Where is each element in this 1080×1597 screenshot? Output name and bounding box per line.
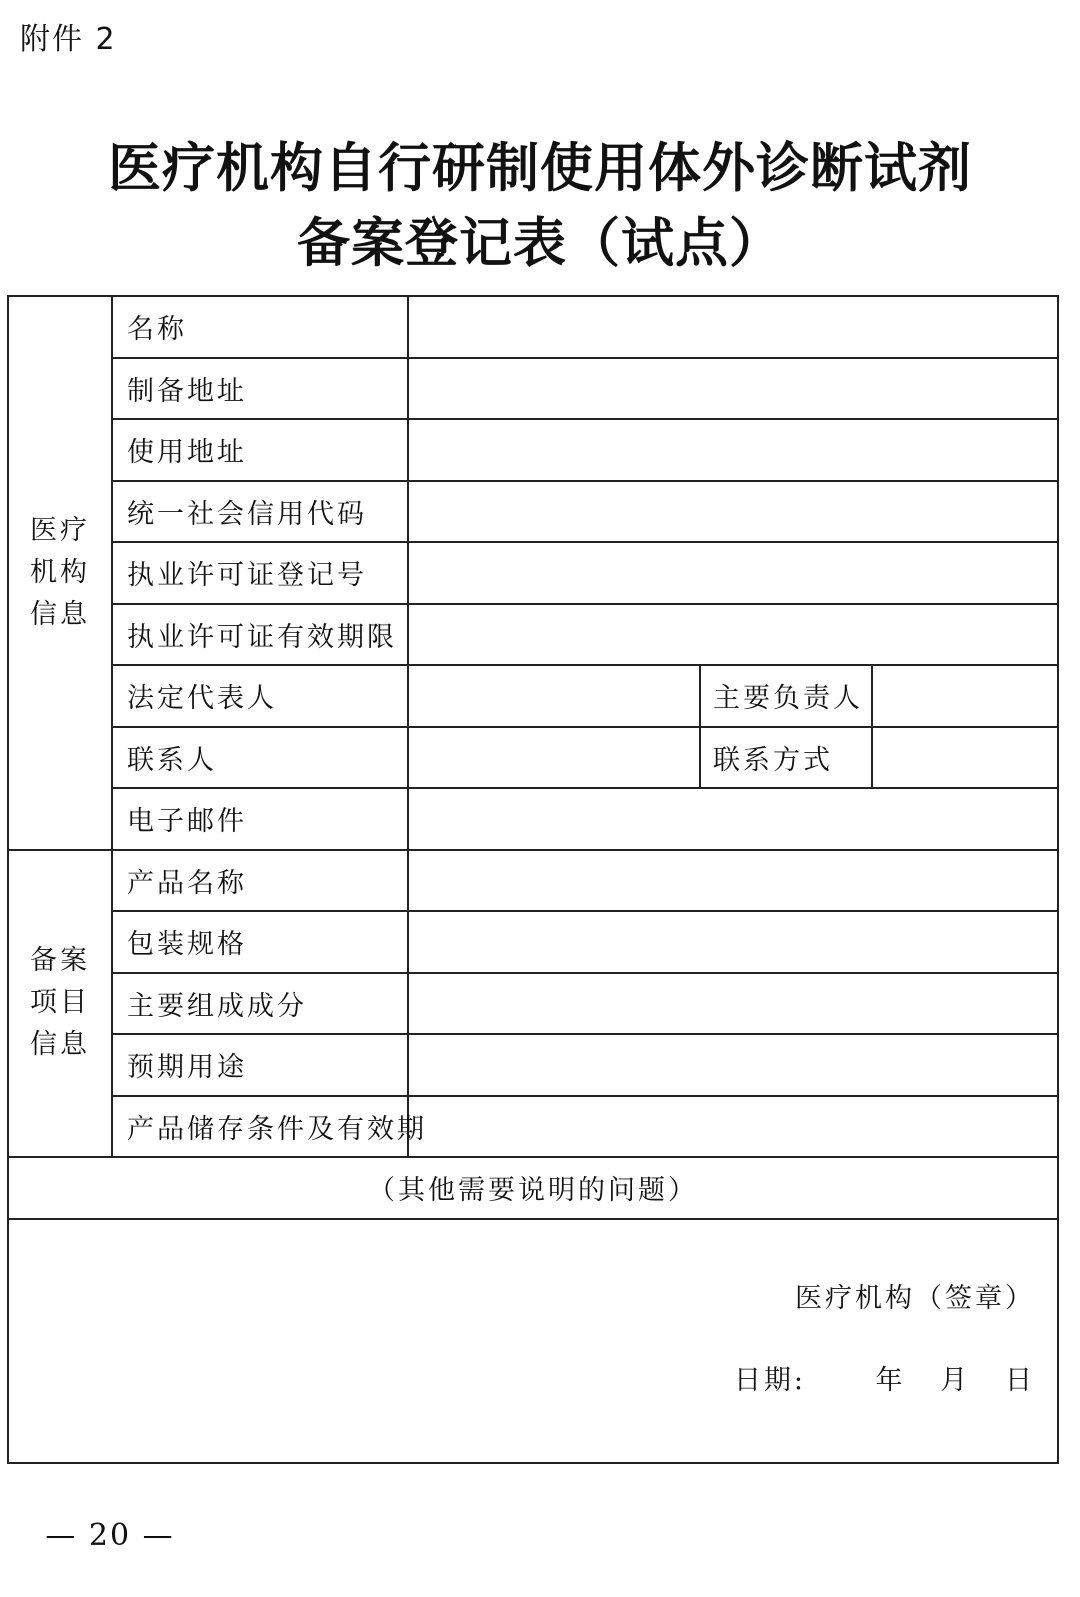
field-prep-address[interactable] bbox=[408, 358, 1058, 420]
label-intended-use: 预期用途 bbox=[112, 1034, 408, 1096]
label-principal: 主要负责人 bbox=[700, 665, 872, 727]
section-institution-heading: 医疗 机构 信息 bbox=[8, 296, 112, 850]
field-contact-person[interactable] bbox=[408, 727, 700, 789]
field-product-name[interactable] bbox=[408, 850, 1058, 912]
field-license-no[interactable] bbox=[408, 542, 1058, 604]
field-other-issues[interactable] bbox=[8, 1219, 1058, 1463]
label-legal-rep: 法定代表人 bbox=[112, 665, 408, 727]
row-legal-rep bbox=[8, 665, 1058, 727]
label-use-address: 使用地址 bbox=[112, 419, 408, 481]
field-email[interactable] bbox=[408, 788, 1058, 850]
other-issues-label: （其他需要说明的问题） bbox=[8, 1157, 1058, 1219]
field-package-spec[interactable] bbox=[408, 911, 1058, 973]
page-number: — 20 — bbox=[45, 1518, 175, 1553]
field-contact-method[interactable] bbox=[872, 727, 1058, 789]
attachment-label: 附件 2 bbox=[20, 22, 117, 57]
row-name bbox=[8, 296, 1058, 358]
label-contact-method: 联系方式 bbox=[700, 727, 872, 789]
label-contact-person: 联系人 bbox=[112, 727, 408, 789]
date-line: 日期: 年 月 日 bbox=[733, 1364, 1036, 1396]
row-credit-code bbox=[8, 481, 1058, 543]
label-product-name: 产品名称 bbox=[112, 850, 408, 912]
label-credit-code: 统一社会信用代码 bbox=[112, 481, 408, 543]
row-components bbox=[8, 973, 1058, 1035]
row-other-issues-body bbox=[8, 1219, 1058, 1463]
row-package-spec bbox=[8, 911, 1058, 973]
label-license-validity: 执业许可证有效期限 bbox=[112, 604, 408, 666]
field-license-validity[interactable] bbox=[408, 604, 1058, 666]
field-use-address[interactable] bbox=[408, 419, 1058, 481]
row-prep-address bbox=[8, 358, 1058, 420]
field-name[interactable] bbox=[408, 296, 1058, 358]
row-storage-validity bbox=[8, 1096, 1058, 1158]
row-contact bbox=[8, 727, 1058, 789]
section-filing-heading: 备案 项目 信息 bbox=[8, 850, 112, 1158]
row-email bbox=[8, 788, 1058, 850]
row-product-name bbox=[8, 850, 1058, 912]
label-storage-validity: 产品储存条件及有效期 bbox=[112, 1096, 408, 1158]
registration-form-table bbox=[7, 295, 1059, 1464]
field-principal[interactable] bbox=[872, 665, 1058, 727]
label-package-spec: 包装规格 bbox=[112, 911, 408, 973]
form-title-line-2: 备案登记表（试点） bbox=[297, 212, 783, 274]
row-use-address bbox=[8, 419, 1058, 481]
field-storage-validity[interactable] bbox=[408, 1096, 1058, 1158]
label-name: 名称 bbox=[112, 296, 408, 358]
form-title-line-1: 医疗机构自行研制使用体外诊断试剂 bbox=[108, 137, 972, 199]
row-intended-use bbox=[8, 1034, 1058, 1096]
field-components[interactable] bbox=[408, 973, 1058, 1035]
label-email: 电子邮件 bbox=[112, 788, 408, 850]
field-credit-code[interactable] bbox=[408, 481, 1058, 543]
field-intended-use[interactable] bbox=[408, 1034, 1058, 1096]
label-prep-address: 制备地址 bbox=[112, 358, 408, 420]
row-other-issues-header bbox=[8, 1157, 1058, 1219]
field-legal-rep[interactable] bbox=[408, 665, 700, 727]
signature-label: 医疗机构（签章） bbox=[795, 1282, 1036, 1314]
row-license-no bbox=[8, 542, 1058, 604]
row-license-validity bbox=[8, 604, 1058, 666]
label-license-no: 执业许可证登记号 bbox=[112, 542, 408, 604]
label-components: 主要组成成分 bbox=[112, 973, 408, 1035]
